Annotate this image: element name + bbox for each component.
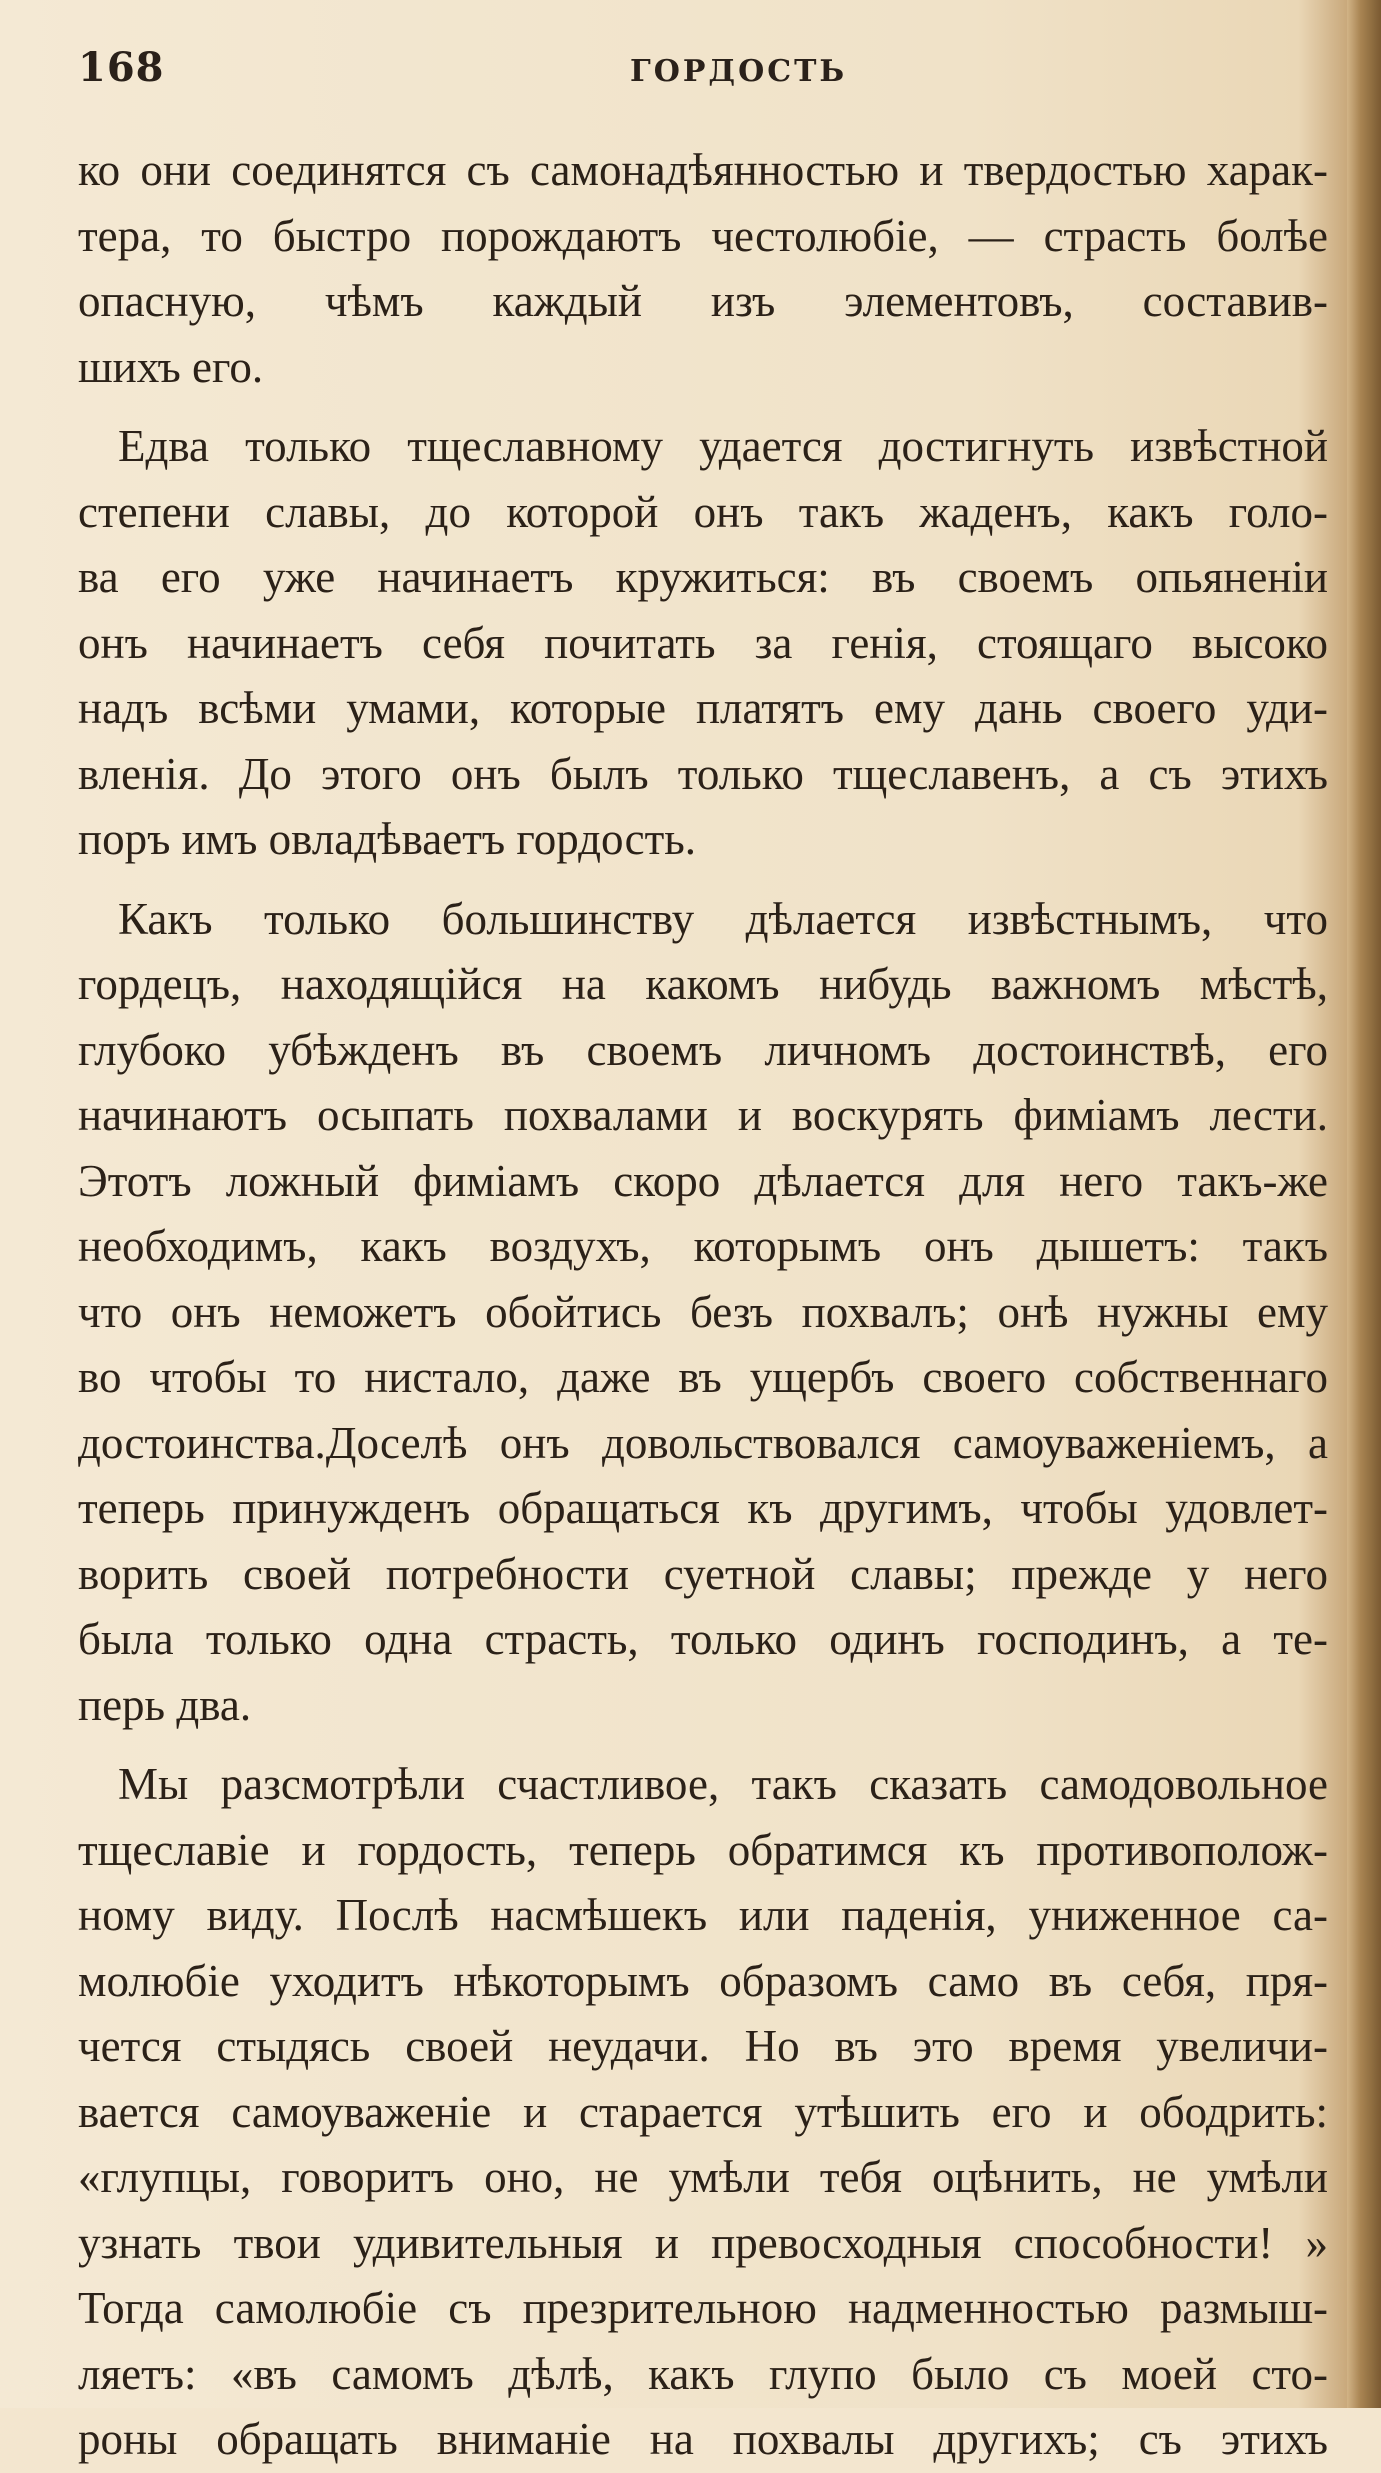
text-line: глубоко убѣжденъ въ своемъ личномъ достоинствѣ, его xyxy=(78,1024,1328,1075)
text-line: поръ имъ овладѣваетъ гордость. xyxy=(78,814,697,864)
text-line: начинаютъ осыпать похвалами и воскурять фиміамъ лести. xyxy=(78,1090,1328,1140)
paragraph xyxy=(78,1752,1328,2473)
text-line: Мы разсмотрѣли счастливое, такъ сказать самодовольное xyxy=(118,1759,1328,1809)
text-line: ному виду. Послѣ насмѣшекъ или паденія, униженное са- xyxy=(78,1890,1328,1940)
body-text xyxy=(78,138,1328,2473)
text-line: Этотъ ложный фиміамъ скоро дѣлается для него такъ-же xyxy=(78,1155,1328,1206)
text-line: надъ всѣми умами, которые платятъ ему дань своего уди- xyxy=(78,683,1328,733)
text-line: узнать твои удивительныя и превосходныя способности! » xyxy=(78,2217,1328,2268)
text-line: ляетъ: «въ самомъ дѣлѣ, какъ глупо было съ моей сто- xyxy=(78,2348,1328,2399)
running-title: ГОРДОСТЬ xyxy=(630,54,848,89)
text-line: перь два. xyxy=(78,1679,252,1730)
text-line: степени славы, до которой онъ такъ жаденъ, какъ голо- xyxy=(78,486,1328,537)
text-line: ва его уже начинаетъ кружиться: въ своемъ опьяненіи xyxy=(78,552,1328,602)
text-line: ко они соединятся съ самонадѣянностью и твердостью харак- xyxy=(78,145,1328,195)
text-line: роны обращать вниманіе на похвалы другихъ; съ этихъ xyxy=(78,2414,1328,2464)
text-line: необходимъ, какъ воздухъ, которымъ онъ дышетъ: такъ xyxy=(78,1221,1328,1271)
page-header xyxy=(0,44,1381,104)
paragraph xyxy=(78,414,1328,873)
text-line: шихъ его. xyxy=(78,341,264,392)
page-edge xyxy=(1347,0,1381,2408)
text-line: вается самоуваженіе и старается утѣшить его и ободрить: xyxy=(78,2086,1328,2137)
text-line: «глупцы, говоритъ оно, не умѣли тебя оцѣнить, не умѣли xyxy=(78,2152,1328,2202)
text-line: была только одна страсть, только одинъ господинъ, а те- xyxy=(78,1614,1328,1664)
text-line: вленія. До этого онъ былъ только тщеславенъ, а съ этихъ xyxy=(78,748,1328,799)
text-line: опасную, чѣмъ каждый изъ элементовъ, составив- xyxy=(78,276,1328,326)
text-line: чется стыдясь своей неудачи. Но въ это время увеличи- xyxy=(78,2021,1328,2071)
text-line: ворить своей потребности суетной славы; прежде у него xyxy=(78,1548,1328,1599)
text-line: Тогда самолюбіе съ презрительною надменностью размыш- xyxy=(78,2283,1328,2333)
text-line: Какъ только большинству дѣлается извѣстнымъ, что xyxy=(118,893,1328,944)
text-line: теперь принужденъ обращаться къ другимъ, чтобы удовлет- xyxy=(78,1483,1328,1533)
text-line: гордецъ, находящійся на какомъ нибудь важномъ мѣстѣ, xyxy=(78,959,1328,1009)
page-number: 168 xyxy=(78,44,165,91)
text-line: достоинства.Доселѣ онъ довольствовался самоуваженіемъ, а xyxy=(78,1417,1328,1468)
paragraph xyxy=(78,138,1328,400)
text-line: молюбіе уходитъ нѣкоторымъ образомъ само въ себя, пря- xyxy=(78,1955,1328,2006)
paragraph xyxy=(78,887,1328,1739)
text-line: тщеславіе и гордость, теперь обратимся къ противополож- xyxy=(78,1824,1328,1875)
text-line: тера, то быстро порождаютъ честолюбіе, — страсть болѣе xyxy=(78,210,1328,261)
text-line: во чтобы то нистало, даже въ ущербъ своего собственнаго xyxy=(78,1352,1328,1402)
text-line: онъ начинаетъ себя почитать за генія, стоящаго высоко xyxy=(78,617,1328,668)
text-line: Едва только тщеславному удается достигнуть извѣстной xyxy=(118,421,1328,471)
text-line: что онъ неможетъ обойтись безъ похвалъ; онѣ нужны ему xyxy=(78,1286,1328,1337)
